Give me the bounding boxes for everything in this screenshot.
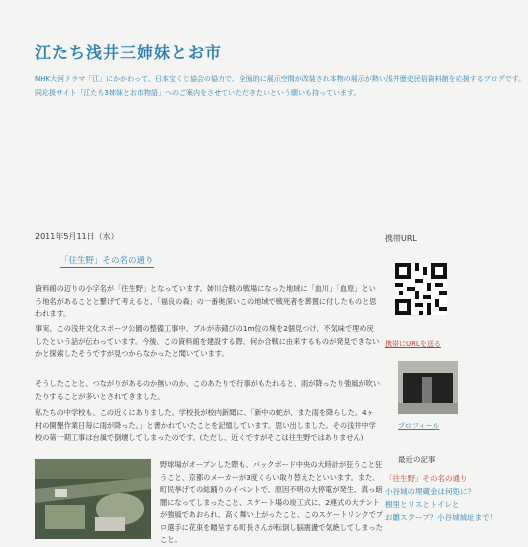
recent-post-link[interactable]: 小谷城の埋蔵金は何処に？: [385, 487, 475, 496]
blog-description: NHK大河ドラマ「江」にかかわって、日本宝くじ協会の協力で、全面的に展示空間が改装され本物の展示が熱い浅井歴史民俗資料館を応援するブログです。: [35, 75, 526, 83]
post-paragraph-2: 事実、この浅井文化スポーツ公園の整備工事中、ブルが赤錆びの1m位の塊を2個見つけ、不気味で埋め戻したという話が伝わっています。今後、この資料館を建設する際、何か合戦に由来するものが発見できないかと探索したそうですが見つからなかったと聞いています。: [35, 324, 380, 358]
post-paragraph-3: そうしたことと、つながりがあるのか無いのか、このあたりで行事がもたれると、雨が降ったり強風が吹いたりすることが多いとされてきました。: [35, 379, 381, 401]
sidebar-heading-recent: 最近の記事: [398, 455, 436, 464]
recent-post-link[interactable]: 樹里とリスとトイレと: [385, 500, 460, 509]
post-paragraph-4: 私たちの中学校も、この近くにありました。学校長が校内新聞に、「新中の蛇が、また雨を降らした。4ヶ村の開墾作業日毎に雨が降った。」と書かれていたことを記憶しています。思い出しました。その浅井中学校の第一期工事は台風で倒壊してしまったのです。(ただし、近くですがそこは往生野ではありません): [35, 408, 376, 442]
recent-posts-list: [385, 472, 525, 524]
post-paragraph-5: 野球場がオープンした際も、パックボード中央の大時計が狂うこと狂うこと、京都のメーカーが3度くらい取り替えたといいます。また、町民挙げての総踊りのイベントで、原因不明の大停電が発生、真っ暗闇になってしまったこと、スケート場の竣工式に、2連式の大テントが強風であおられ、高く舞い上がったこと、このスケートリンクでプロ選手に花束を贈呈する町長さんが転倒し脳震盪で気絶してしまったこと。: [160, 460, 384, 544]
blog-description-2: 同応援サイト「江たち3姉妹とお市物語」へのご案内をさせていただきたいという願いも持っています。: [35, 89, 361, 97]
post-title[interactable]: 「往生野」その名の通り: [60, 256, 154, 266]
blog-title[interactable]: 江たち浅井三姉妹とお市: [35, 43, 223, 62]
post-date: 2011年5月11日（水）: [35, 232, 119, 241]
recent-post-link[interactable]: 「往生野」その名の通り: [385, 474, 468, 483]
sidebar-heading-mobile: 携帯URL: [385, 234, 417, 243]
post-paragraph-1: 資料館の辺りの小字名が「往生野」となっています。姉川合戦の戦場になった地域に「血川」「血原」という地名があることと繋げて考えると、「福良の森」の一番奥深いこの地域で戦死者を葬置に付したものと思われます。: [35, 284, 377, 318]
qr-code: [395, 263, 447, 315]
qr-send-link[interactable]: 携帯にURLを送る: [385, 340, 441, 348]
stadium-aerial-photo: [35, 459, 151, 539]
profile-image[interactable]: [398, 361, 458, 414]
recent-post-link[interactable]: お雛スクープ？小谷城城址まで！: [385, 513, 498, 522]
profile-link[interactable]: プロフィール: [398, 422, 440, 430]
